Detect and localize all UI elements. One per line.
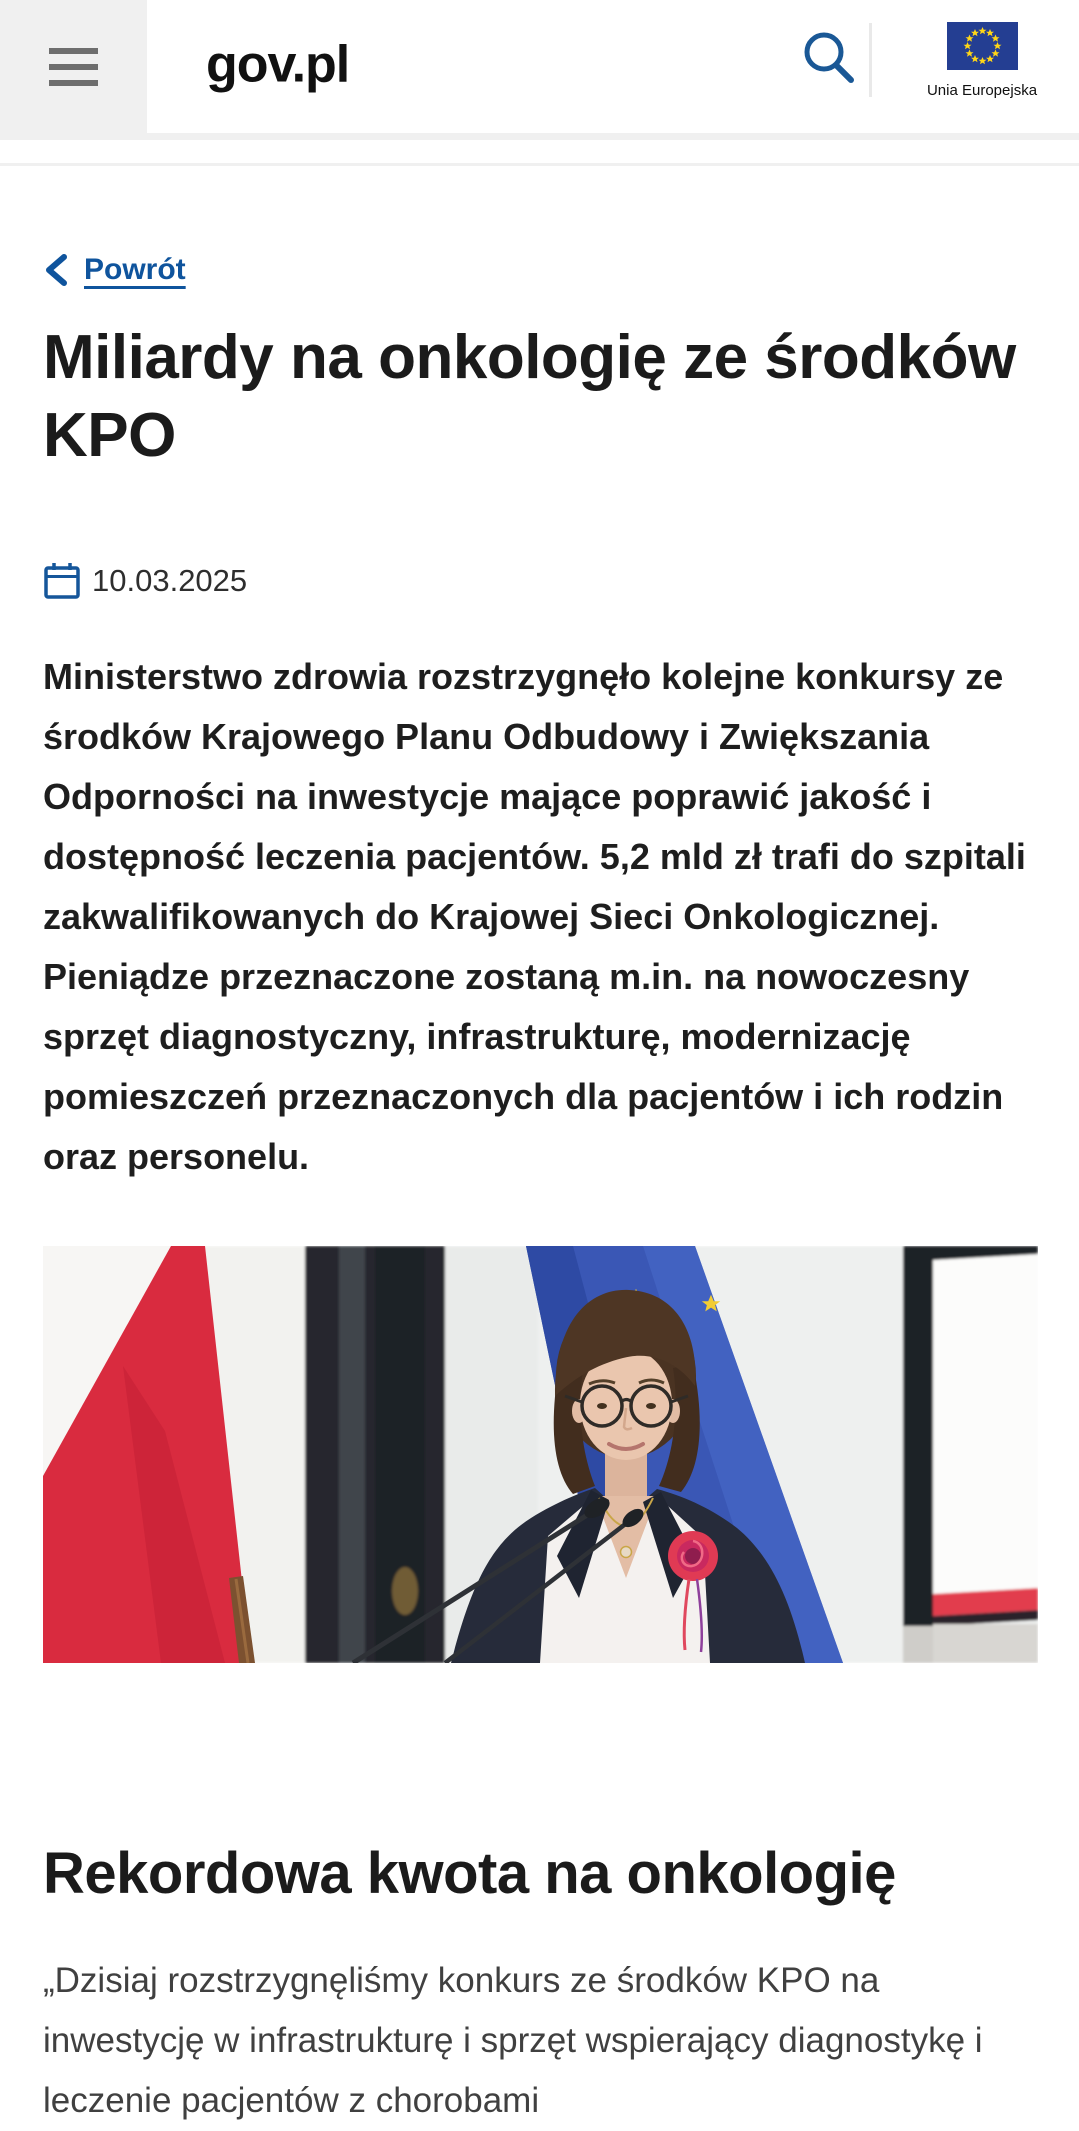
search-icon xyxy=(794,24,864,94)
search-button[interactable] xyxy=(793,24,865,96)
eu-label: Unia Europejska xyxy=(926,82,1038,99)
eu-flag-icon xyxy=(947,22,1018,70)
minister-press-conference-image xyxy=(43,1246,1038,1663)
back-label: Powrót xyxy=(84,253,186,286)
section-heading: Rekordowa kwota na onkologię xyxy=(43,1841,896,1906)
site-header xyxy=(0,0,1079,133)
header-divider xyxy=(869,23,872,97)
publish-date-row xyxy=(43,561,1038,601)
body-paragraph: „Dzisiaj rozstrzygnęliśmy konkurs ze środków KPO na inwestycję w infrastrukturę i sprzęt wspierający diagnostykę i leczenie pacjentów z chorobami xyxy=(43,1961,983,2120)
calendar-icon xyxy=(43,560,81,602)
header-separator xyxy=(0,133,1079,140)
chevron-left-icon xyxy=(43,252,69,288)
back-link[interactable] xyxy=(43,250,186,290)
article-photo xyxy=(43,1246,1038,1663)
lead-paragraph: Ministerstwo zdrowia rozstrzygnęło kolejne konkursy ze środków Krajowego Planu Odbudowy i Zwiększania Odporności na inwestycje mające poprawić jakość i dostępność leczenia pacjentów. 5,2 mld zł trafi do szpitali zakwalifikowanych do Krajowej Sieci Onkologicznej. Pieniądze przeznaczone zostaną m.in. na nowoczesny sprzęt diagnostyczny, infrastrukturę, modernizację pomieszczeń przeznaczonych dla pacjentów i ich rodzin oraz personelu. xyxy=(43,656,1026,1177)
hamburger-menu-icon xyxy=(49,48,98,86)
publish-date: 10.03.2025 xyxy=(92,563,248,598)
subheader-strip xyxy=(0,140,1079,163)
hamburger-menu-button[interactable] xyxy=(0,0,147,133)
govpl-logo[interactable]: gov.pl xyxy=(206,35,350,94)
page-title: Miliardy na onkologię ze środków KPO xyxy=(43,323,1016,470)
article xyxy=(0,166,1079,2131)
eu-logo[interactable] xyxy=(911,22,1053,98)
